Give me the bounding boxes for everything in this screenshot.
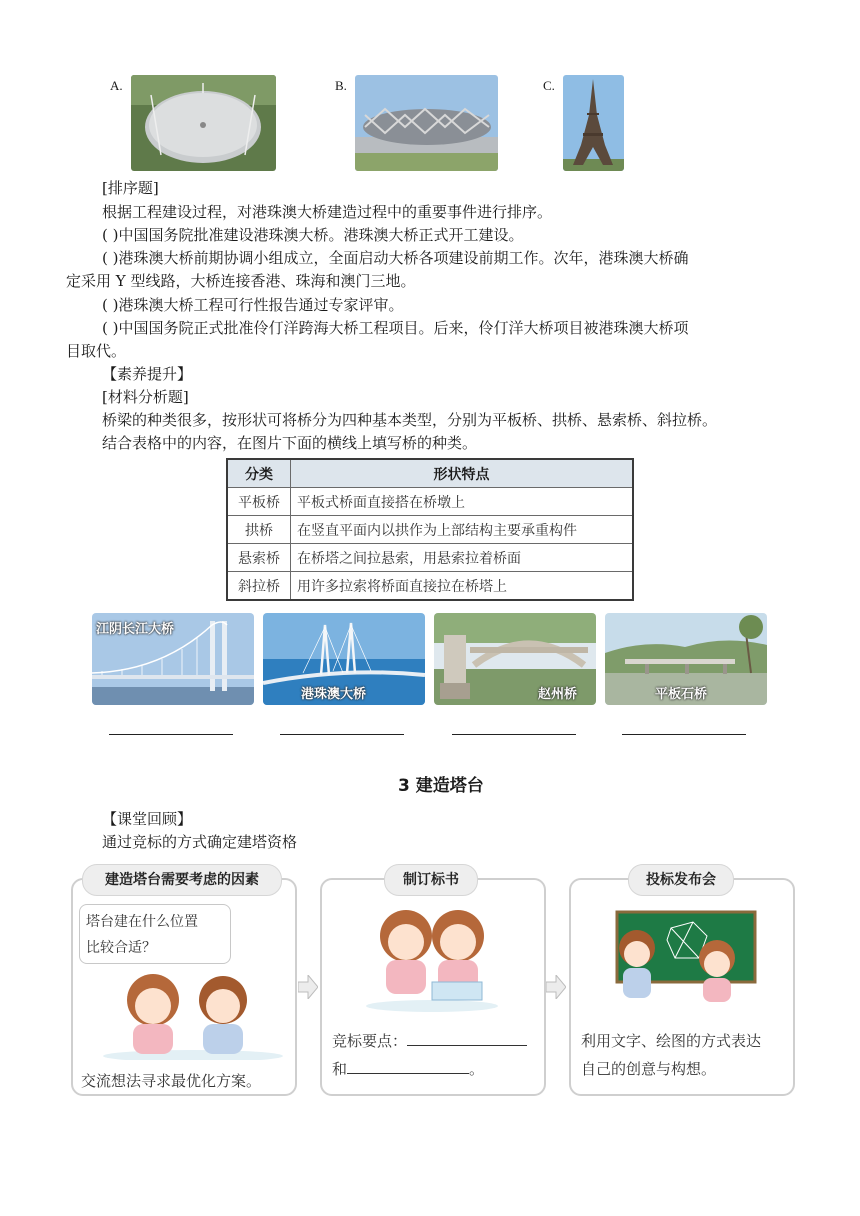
answer-blank[interactable]: ( ) [102, 249, 119, 267]
tender-key-label: 竞标要点： [332, 1032, 408, 1050]
panel-bottom-text: 交流想法寻求最优化方案。 [81, 1072, 262, 1090]
option-a-image [131, 75, 276, 171]
bridge-photo-flat [605, 613, 767, 705]
tender-blank-2[interactable] [347, 1073, 469, 1074]
panel-title: 建造塔台需要考虑的因素 [82, 864, 282, 896]
table-cell: 在桥塔之间拉悬索，用悬索拉着桥面 [291, 544, 634, 572]
material-para-2: 结合表格中的内容，在图片下面的横线上填写桥的种类。 [102, 434, 478, 452]
table-cell: 平板式桥面直接搭在桥墩上 [291, 488, 634, 516]
answer-line-2[interactable] [280, 734, 404, 735]
answer-blank[interactable]: ( ) [102, 226, 119, 244]
answer-line-1[interactable] [109, 734, 233, 735]
sorting-label: [排序题] [102, 179, 159, 197]
option-c-image [563, 75, 624, 171]
bridge-caption: 赵州桥 [538, 687, 578, 702]
tender-line-2 [332, 1058, 484, 1079]
bridge-type-table [226, 458, 634, 601]
table-cell: 平板桥 [227, 488, 291, 516]
option-b-image [355, 75, 498, 171]
answer-blank[interactable]: ( ) [102, 296, 119, 314]
sorting-item-1 [102, 224, 524, 246]
tender-line-1 [332, 1030, 527, 1051]
panel-title: 投标发布会 [628, 864, 734, 896]
table-cell: 悬索桥 [227, 544, 291, 572]
children-writing-illustration [362, 902, 502, 1012]
sorting-item-4-cont: 目取代。 [66, 342, 127, 360]
sorting-item-2-cont: 定采用 Y 型线路，大桥连接香港、珠海和澳门三地。 [66, 272, 416, 290]
sorting-item-4 [102, 317, 689, 339]
table-cell: 用许多拉索将桥面直接拉在桥塔上 [291, 572, 634, 601]
sorting-item-text: 港珠澳大桥工程可行性报告通过专家评审。 [118, 296, 404, 314]
table-row [227, 572, 633, 601]
sorting-intro: 根据工程建设过程，对港珠澳大桥建造过程中的重要事件进行排序。 [102, 203, 553, 221]
sorting-item-2 [102, 247, 689, 269]
answer-line-4[interactable] [622, 734, 746, 735]
bridge-caption: 平板石桥 [655, 687, 708, 702]
presentation-illustration [609, 908, 759, 1004]
literacy-heading: 【素养提升】 [102, 365, 193, 383]
table-cell: 在竖直平面内以拱作为上部结构主要承重构件 [291, 516, 634, 544]
panel-launch [569, 878, 795, 1096]
panel-tender [320, 878, 546, 1096]
bridge-caption: 港珠澳大桥 [301, 687, 367, 702]
bubble-line: 比较合适？ [86, 940, 156, 956]
table-header-row [227, 459, 633, 488]
review-heading: 【课堂回顾】 [102, 810, 193, 828]
tender-blank-1[interactable] [407, 1045, 527, 1046]
sorting-item-text: 中国国务院批准建设港珠澳大桥。港珠澳大桥正式开工建设。 [118, 226, 524, 244]
material-para-1: 桥梁的种类很多，按形状可将桥分为四种基本类型，分别为平板桥、拱桥、悬索桥、斜拉桥。 [102, 411, 718, 429]
panel-factors [71, 878, 297, 1096]
sorting-item-text: 中国国务院正式批准伶仃洋跨海大桥工程项目。后来，伶仃洋大桥项目被港珠澳大桥项 [118, 319, 689, 337]
children-illustration [93, 970, 283, 1060]
table-cell: 斜拉桥 [227, 572, 291, 601]
option-b-label: B. [335, 78, 347, 93]
tender-and: 和 [332, 1060, 348, 1078]
bridge-photo-hzmb [263, 613, 425, 705]
bridge-caption: 江阴长江大桥 [96, 622, 175, 637]
bridge-photo-zhaozhou [434, 613, 596, 705]
launch-line-1: 利用文字、绘图的方式表达 [581, 1032, 762, 1050]
table-row [227, 544, 633, 572]
launch-line-2: 自己的创意与构想。 [581, 1060, 717, 1078]
option-c-label: C. [543, 78, 555, 93]
table-header: 形状特点 [291, 459, 634, 488]
table-header: 分类 [227, 459, 291, 488]
section-title: 3 建造塔台 [398, 776, 484, 796]
bridge-photo-jiangyin [92, 613, 254, 705]
material-label: [材料分析题] [102, 388, 189, 406]
table-cell: 拱桥 [227, 516, 291, 544]
sorting-item-text: 港珠澳大桥前期协调小组成立，全面启动大桥各项建设前期工作。次年，港珠澳大桥确 [118, 249, 689, 267]
speech-bubble [79, 904, 231, 964]
review-text: 通过竞标的方式确定建塔资格 [102, 833, 298, 851]
answer-line-3[interactable] [452, 734, 576, 735]
tender-period: 。 [469, 1060, 485, 1078]
sorting-item-3 [102, 294, 404, 316]
answer-blank[interactable]: ( ) [102, 319, 119, 337]
table-row [227, 516, 633, 544]
option-a-label: A. [110, 78, 123, 93]
table-row [227, 488, 633, 516]
bubble-line: 塔台建在什么位置 [86, 914, 198, 930]
panel-title: 制订标书 [384, 864, 478, 896]
